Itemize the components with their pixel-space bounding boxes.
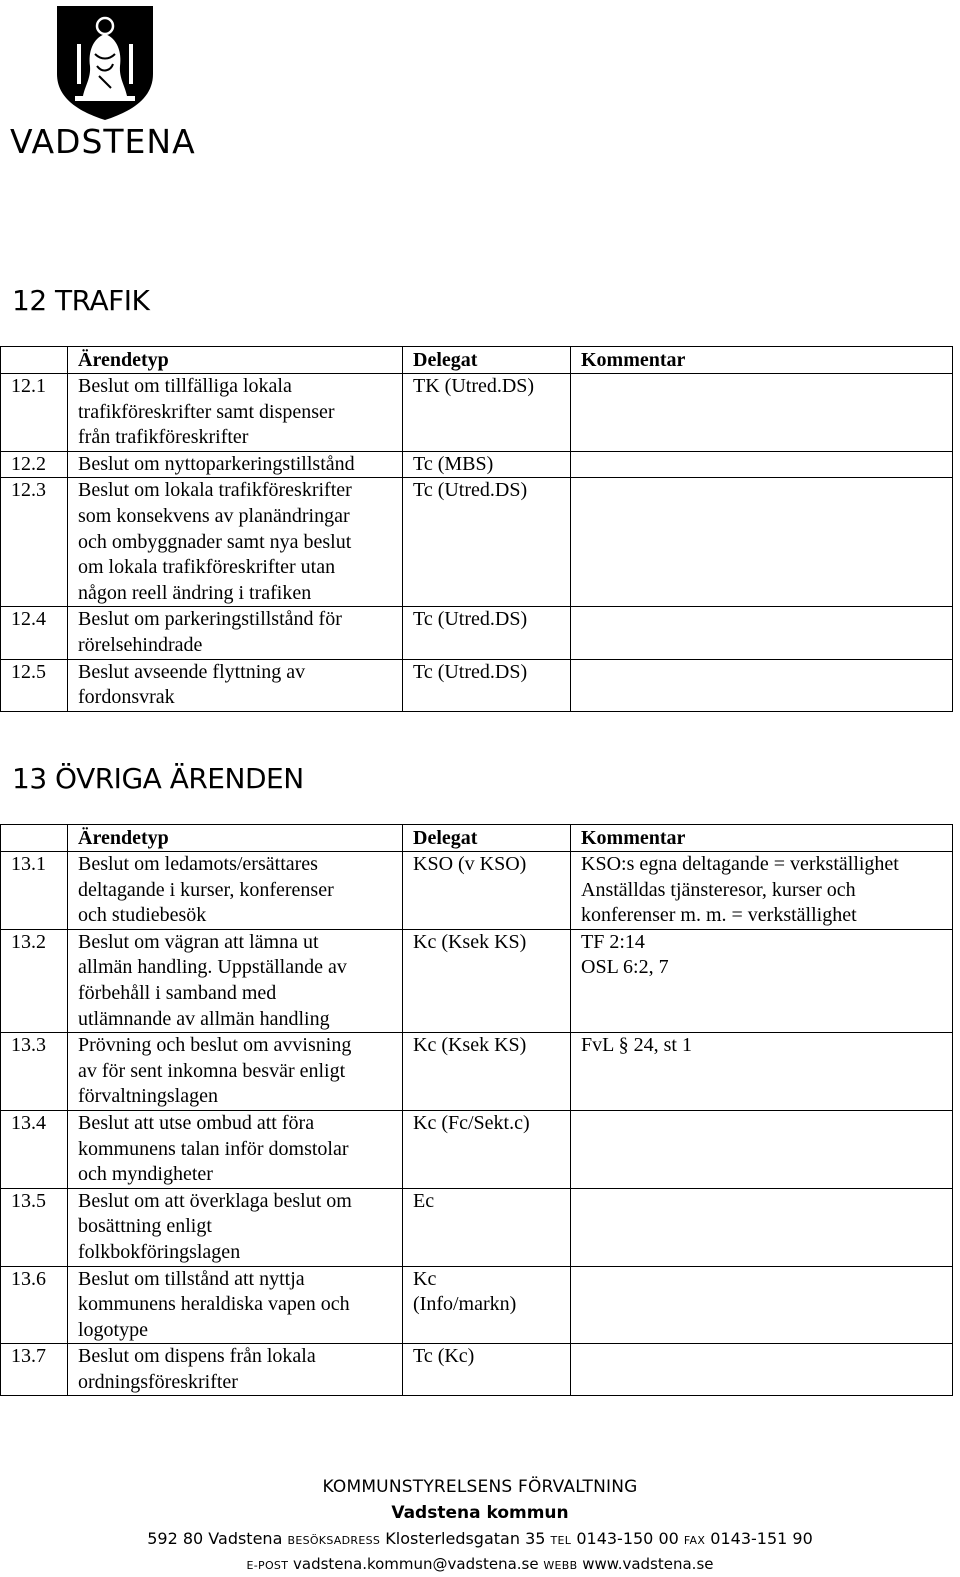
table-row	[1, 659, 953, 711]
row-arendetyp: Beslut om tillstånd att nyttja kommunens heraldiska vapen och logotype	[68, 1266, 403, 1344]
row-delegat: Kc (Fc/Sekt.c)	[403, 1110, 571, 1188]
row-arendetyp: Beslut avseende flyttning av fordonsvrak	[68, 659, 403, 711]
row-number: 12.2	[1, 451, 68, 478]
header-number	[1, 347, 68, 374]
table-row	[1, 852, 953, 930]
row-number: 13.1	[1, 852, 68, 930]
section-12-heading: 12 TRAFIK	[12, 284, 150, 317]
row-delegat: KSO (v KSO)	[403, 852, 571, 930]
table-row	[1, 478, 953, 607]
row-delegat: Ec	[403, 1188, 571, 1266]
row-number: 13.7	[1, 1344, 68, 1396]
row-arendetyp: Beslut om nyttoparkeringstillstånd	[68, 451, 403, 478]
row-number: 13.4	[1, 1110, 68, 1188]
footer-municipality: Vadstena kommun	[391, 1503, 569, 1523]
table-header-row	[1, 825, 953, 852]
footer-email[interactable]: vadstena.kommun@vadstena.se	[293, 1555, 539, 1573]
header-arendetyp: Ärendetyp	[68, 347, 403, 374]
footer-tel: 0143-150 00	[576, 1529, 679, 1548]
table-row	[1, 1266, 953, 1344]
row-kommentar: FvL § 24, st 1	[571, 1033, 953, 1111]
row-number: 13.3	[1, 1033, 68, 1111]
row-arendetyp: Beslut att utse ombud att föra kommunens talan inför domstolar och myndigheter	[68, 1110, 403, 1188]
table-row	[1, 1110, 953, 1188]
row-kommentar	[571, 478, 953, 607]
table-row	[1, 1033, 953, 1111]
row-delegat: Tc (Utred.DS)	[403, 478, 571, 607]
header-delegat: Delegat	[403, 347, 571, 374]
row-kommentar	[571, 607, 953, 659]
row-number: 13.6	[1, 1266, 68, 1344]
row-kommentar: TF 2:14 OSL 6:2, 7	[571, 929, 953, 1032]
table-row	[1, 451, 953, 478]
row-kommentar	[571, 1344, 953, 1396]
row-arendetyp: Beslut om ledamots/ersättares deltagande i kurser, konferenser och studiebesök	[68, 852, 403, 930]
footer-visit: Klosterledsgatan 35	[385, 1529, 546, 1548]
row-arendetyp: Beslut om vägran att lämna ut allmän handling. Uppställande av förbehåll i samband med utlämnande av allmän handling	[68, 929, 403, 1032]
footer-postal: 592 80 Vadstena	[147, 1529, 283, 1548]
row-delegat: Kc (Ksek KS)	[403, 1033, 571, 1111]
page-footer	[0, 1474, 960, 1576]
header-kommentar: Kommentar	[571, 825, 953, 852]
row-delegat: Kc (Ksek KS)	[403, 929, 571, 1032]
section-12-table	[0, 346, 953, 712]
row-delegat: Tc (Utred.DS)	[403, 659, 571, 711]
header-number	[1, 825, 68, 852]
row-kommentar	[571, 451, 953, 478]
section-13-heading: 13 ÖVRIGA ÄRENDEN	[12, 762, 304, 795]
footer-organization: KOMMUNSTYRELSENS FÖRVALTNING	[322, 1477, 638, 1497]
footer-web[interactable]: www.vadstena.se	[582, 1555, 714, 1573]
header-kommentar: Kommentar	[571, 347, 953, 374]
footer-email-label: E-POST	[246, 1559, 289, 1572]
row-kommentar	[571, 1266, 953, 1344]
row-number: 13.2	[1, 929, 68, 1032]
row-kommentar	[571, 659, 953, 711]
row-delegat: Kc (Info/markn)	[403, 1266, 571, 1344]
vadstena-logo	[10, 4, 196, 161]
row-arendetyp: Beslut om tillfälliga lokala trafikföreskrifter samt dispenser från trafikföreskrifter	[68, 374, 403, 452]
row-delegat: TK (Utred.DS)	[403, 374, 571, 452]
footer-web-label: WEBB	[543, 1559, 578, 1572]
footer-fax: 0143-151 90	[710, 1529, 813, 1548]
row-number: 12.5	[1, 659, 68, 711]
row-arendetyp: Beslut om att överklaga beslut om bosättning enligt folkbokföringslagen	[68, 1188, 403, 1266]
header-arendetyp: Ärendetyp	[68, 825, 403, 852]
table-row	[1, 1344, 953, 1396]
footer-visit-label: BESÖKSADRESS	[287, 1534, 381, 1547]
header-delegat: Delegat	[403, 825, 571, 852]
row-number: 12.3	[1, 478, 68, 607]
row-number: 12.1	[1, 374, 68, 452]
row-arendetyp: Beslut om dispens från lokala ordningsföreskrifter	[68, 1344, 403, 1396]
footer-address-line	[0, 1526, 960, 1554]
row-kommentar	[571, 374, 953, 452]
footer-fax-label: FAX	[683, 1534, 706, 1547]
table-header-row	[1, 347, 953, 374]
table-row	[1, 607, 953, 659]
row-kommentar	[571, 1110, 953, 1188]
row-delegat: Tc (MBS)	[403, 451, 571, 478]
row-kommentar: KSO:s egna deltagande = verkställighet Anställdas tjänsteresor, kurser och konferenser m. m. = verkställighet	[571, 852, 953, 930]
row-number: 13.5	[1, 1188, 68, 1266]
row-arendetyp: Beslut om lokala trafikföreskrifter som konsekvens av planändringar och ombyggnader samt nya beslut om lokala trafikföreskrifter utan någon reell ändring i trafiken	[68, 478, 403, 607]
row-arendetyp: Beslut om parkeringstillstånd för rörelsehindrade	[68, 607, 403, 659]
row-kommentar	[571, 1188, 953, 1266]
row-arendetyp: Prövning och beslut om avvisning av för sent inkomna besvär enligt förvaltningslagen	[68, 1033, 403, 1111]
section-13-table	[0, 824, 953, 1396]
footer-tel-label: TEL	[550, 1534, 572, 1547]
logo-wordmark: VADSTENA	[10, 122, 196, 161]
saint-seal-icon	[55, 4, 155, 121]
row-delegat: Tc (Kc)	[403, 1344, 571, 1396]
table-row	[1, 1188, 953, 1266]
table-row	[1, 374, 953, 452]
row-delegat: Tc (Utred.DS)	[403, 607, 571, 659]
table-row	[1, 929, 953, 1032]
footer-contact-line	[0, 1554, 960, 1576]
row-number: 12.4	[1, 607, 68, 659]
